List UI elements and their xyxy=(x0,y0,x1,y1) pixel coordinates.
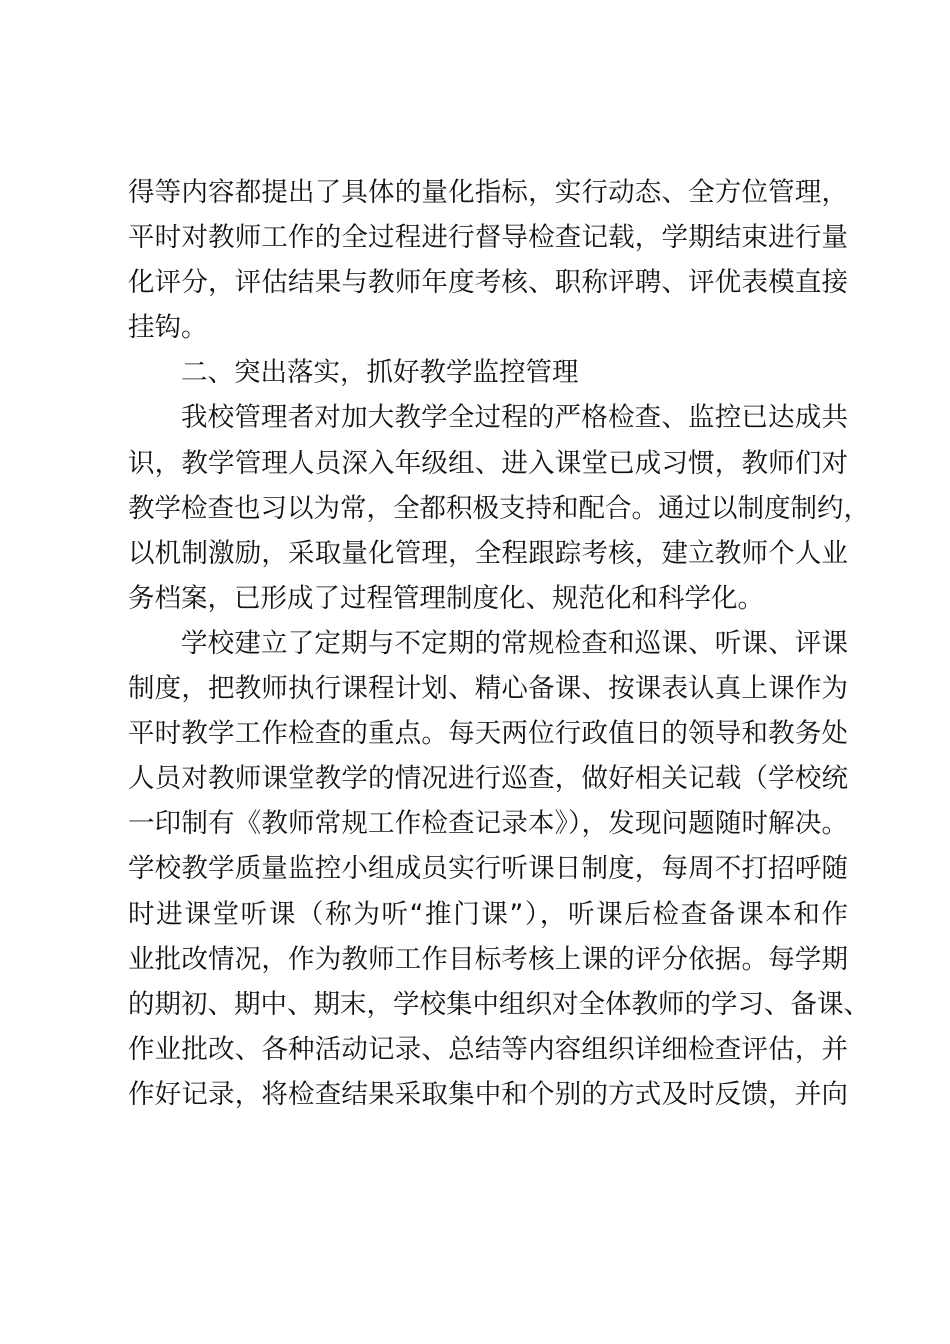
body-line: 学校建立了定期与不定期的常规检查和巡课、听课、评课 xyxy=(181,627,848,659)
section-heading: 二、突出落实，抓好教学监控管理 xyxy=(181,357,579,389)
body-line: 挂钩。 xyxy=(128,312,208,344)
body-line: 业批改情况，作为教师工作目标考核上课的评分依据。每学期 xyxy=(128,943,848,975)
body-line: 时进课堂听课（称为听“推门课”），听课后检查备课本和作 xyxy=(128,898,848,930)
body-line: 务档案，已形成了过程管理制度化、规范化和科学化。 xyxy=(128,582,764,614)
body-line: 我校管理者对加大教学全过程的严格检查、监控已达成共 xyxy=(181,402,848,434)
body-line: 学校教学质量监控小组成员实行听课日制度，每周不打招呼随 xyxy=(128,853,848,885)
body-line: 平时对教师工作的全过程进行督导检查记载，学期结束进行量 xyxy=(128,222,848,254)
body-line: 平时教学工作检查的重点。每天两位行政值日的领导和教务处 xyxy=(128,718,848,750)
body-line: 制度，把教师执行课程计划、精心备课、按课表认真上课作为 xyxy=(128,673,848,705)
body-line: 一印制有《教师常规工作检查记录本》），发现问题随时解决。 xyxy=(128,808,848,840)
body-line: 以机制激励，采取量化管理，全程跟踪考核，建立教师个人业 xyxy=(128,537,848,569)
body-line: 人员对教师课堂教学的情况进行巡查，做好相关记载（学校统 xyxy=(128,763,848,795)
body-line: 作好记录，将检查结果采取集中和个别的方式及时反馈，并向 xyxy=(128,1078,848,1110)
body-line: 化评分，评估结果与教师年度考核、职称评聘、评优表模直接 xyxy=(128,267,848,299)
body-line: 得等内容都提出了具体的量化指标，实行动态、全方位管理， xyxy=(128,177,848,208)
body-line: 识，教学管理人员深入年级组、进入课堂已成习惯，教师们对 xyxy=(128,447,848,479)
body-line: 教学检查也习以为常，全都积极支持和配合。通过以制度制约， xyxy=(128,492,870,524)
body-line: 作业批改、各种活动记录、总结等内容组织详细检查评估，并 xyxy=(128,1033,848,1065)
document-body xyxy=(128,170,870,1117)
body-line: 的期初、期中、期末，学校集中组织对全体教师的学习、备课、 xyxy=(128,988,870,1020)
